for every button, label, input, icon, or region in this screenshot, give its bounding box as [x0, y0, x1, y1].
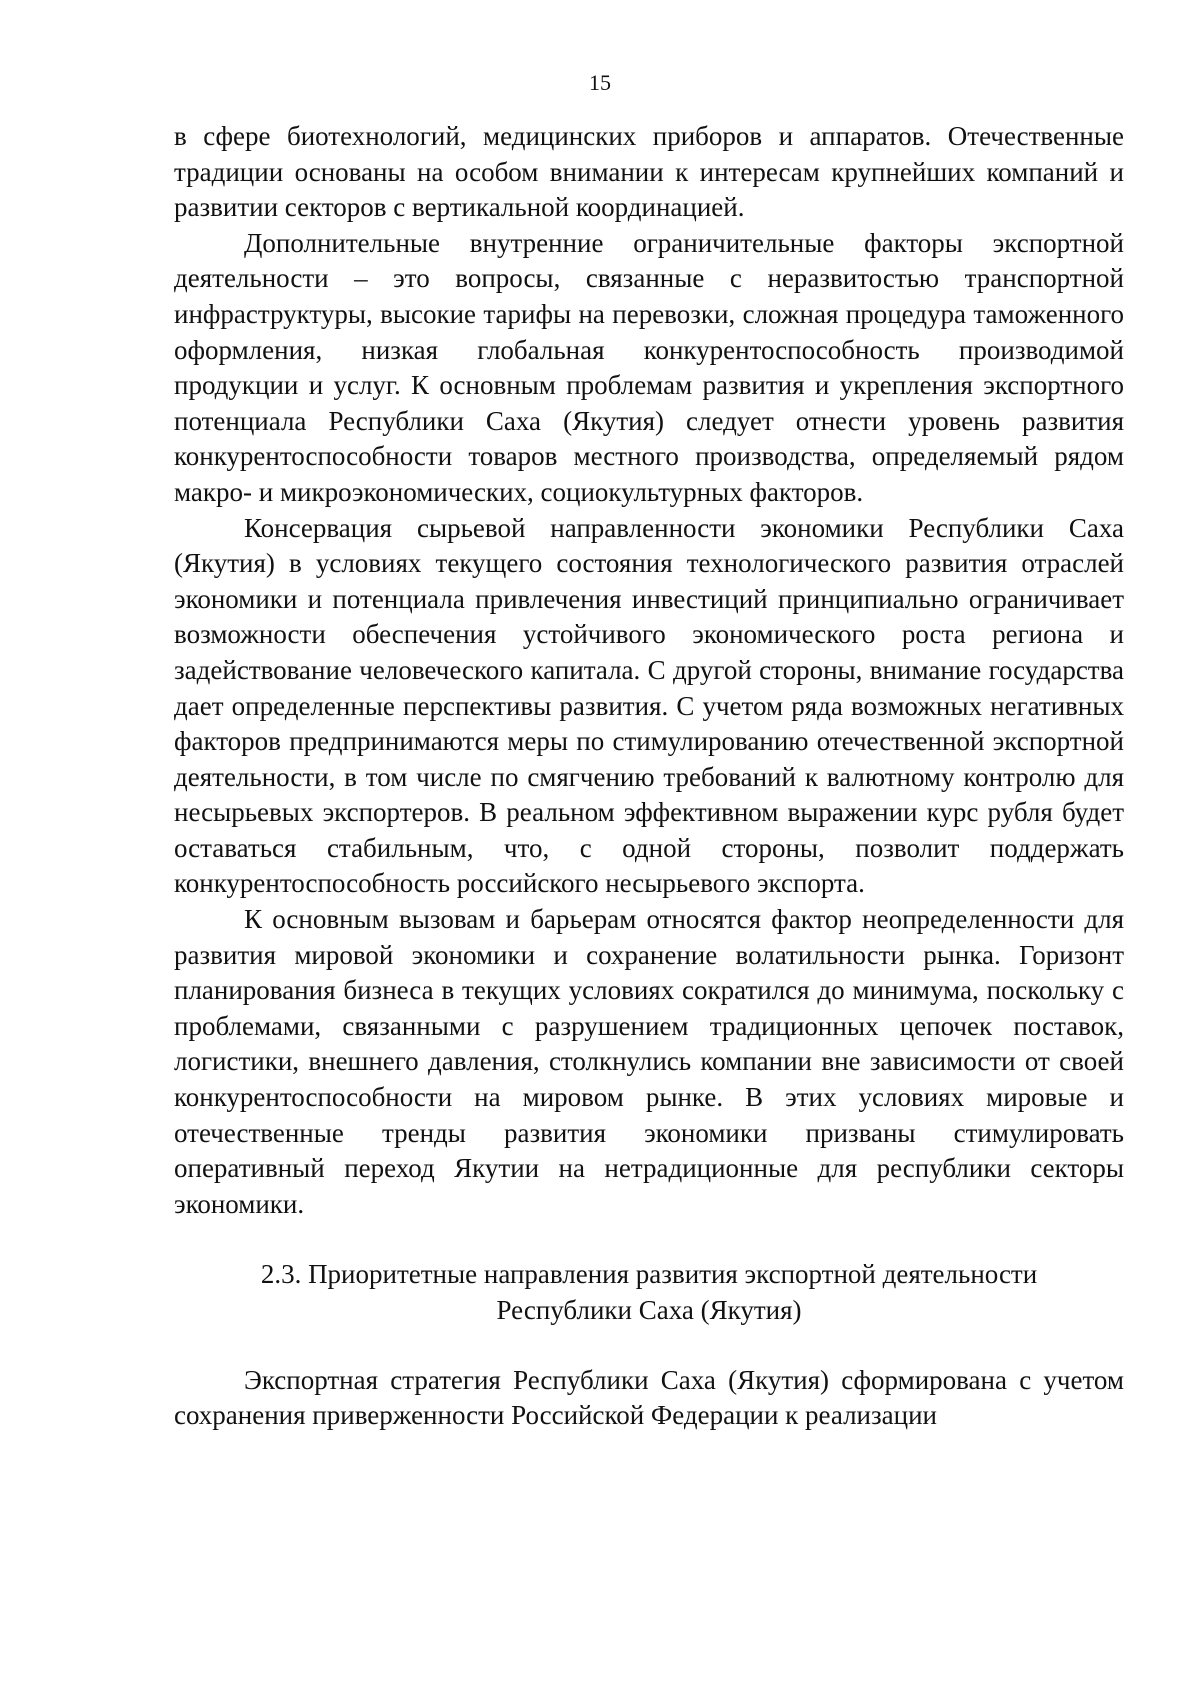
- paragraph-challenges: К основным вызовам и барьерам относятся фактор неопределенности для развития мировой экономики и сохранение волатильности рынка. Горизонт планирования бизнеса в текущих условиях сократился до минимума, поскольку с проблемами, связанными с разрушением традиционных цепочек поставок, логистики, внешнего давления, столкнулись компании вне зависимости от своей конкурентоспособности на мировом рынке. В этих условиях мировые и отечественные тренды развития экономики призваны стимулировать оперативный переход Якутии на нетрадиционные для республики секторы экономики.: [174, 904, 1124, 1219]
- document-body: [174, 119, 1124, 1434]
- section-heading-line-2: Республики Саха (Якутия): [496, 1295, 802, 1325]
- paragraph-continued: в сфере биотехнологий, медицинских приборов и аппаратов. Отечественные традиции основаны на особом внимании к интересам крупнейших компаний и развитии секторов с вертикальной координацией.: [174, 121, 1124, 223]
- section-heading-line-1: 2.3. Приоритетные направления развития экспортной деятельности: [260, 1259, 1038, 1290]
- section-heading: [174, 1257, 1124, 1328]
- paragraph-export-strategy: Экспортная стратегия Республики Саха (Якутия) сформирована с учетом сохранения приверженности Российской Федерации к реализации: [174, 1364, 1124, 1431]
- page-number: 15: [589, 70, 611, 95]
- paragraph-internal-factors: Дополнительные внутренние ограничительные факторы экспортной деятельности – это вопросы, связанные с неразвитостью транспортной инфраструктуры, высокие тарифы на перевозки, сложная процедура таможенного оформления, низкая глобальная конкурентоспособность производимой продукции и услуг. К основным проблемам развития и укрепления экспортного потенциала Республики Саха (Якутия) следует отнести уровень развития конкурентоспособности товаров местного производства, определяемый рядом макро- и микроэкономических, социокультурных факторов.: [174, 227, 1124, 507]
- paragraph-raw-materials: Консервация сырьевой направленности экономики Республики Саха (Якутия) в условиях текущего состояния технологического развития отраслей экономики и потенциала привлечения инвестиций принципиально ограничивает возможности обеспечения устойчивого экономического роста региона и задействование человеческого капитала. С другой стороны, внимание государства дает определенные перспективы развития. С учетом ряда возможных негативных факторов предпринимаются меры по стимулированию отечественной экспортной деятельности, в том числе по смягчению требований к валютному контролю для несырьевых экспортеров. В реальном эффективном выражении курс рубля будет оставаться стабильным, что, с одной стороны, позволит поддержать конкурентоспособность российского несырьевого экспорта.: [174, 512, 1124, 899]
